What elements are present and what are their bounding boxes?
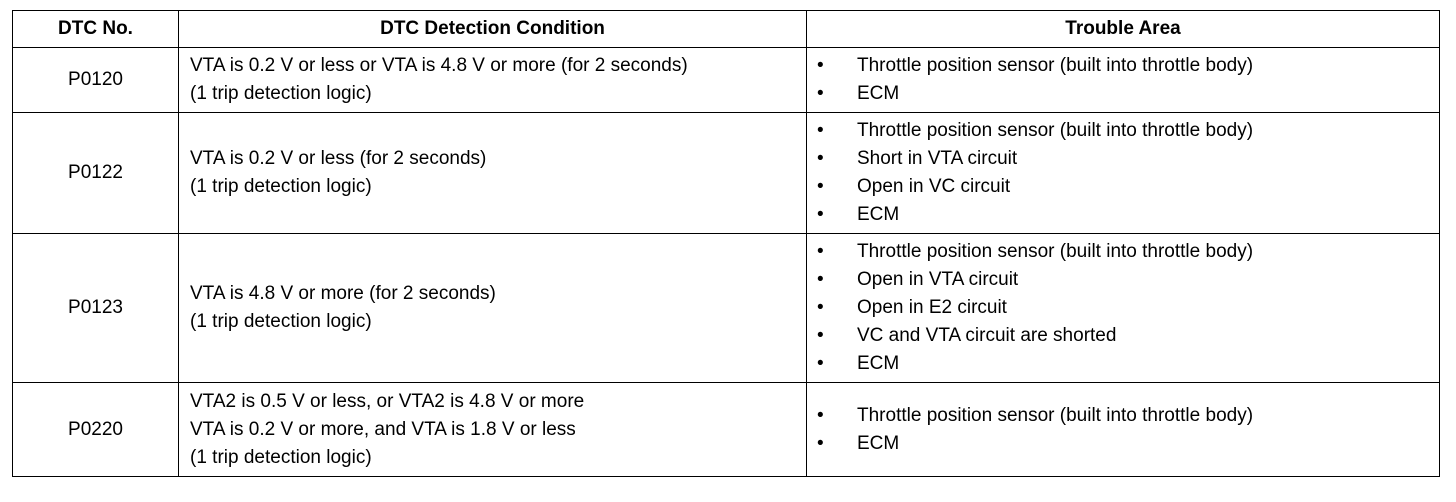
- dtc-code: P0220: [13, 383, 179, 477]
- table-row: [13, 234, 1440, 383]
- list-item: [817, 402, 1439, 430]
- bullet-icon: •: [817, 297, 824, 318]
- table-row: [13, 48, 1440, 113]
- trouble-area-text: ECM: [857, 204, 900, 225]
- dtc-code: P0123: [13, 234, 179, 383]
- list-item: [817, 266, 1439, 294]
- condition-line: VTA is 0.2 V or less or VTA is 4.8 V or more (for 2 seconds): [190, 55, 688, 76]
- trouble-area-text: Throttle position sensor (built into throttle body): [857, 55, 1254, 76]
- list-item: [817, 322, 1439, 350]
- trouble-area-list: [817, 402, 1439, 458]
- detection-condition: [179, 113, 807, 234]
- list-item: [817, 294, 1439, 322]
- detection-condition: [179, 383, 807, 477]
- bullet-icon: •: [817, 353, 824, 374]
- condition-line: (1 trip detection logic): [190, 83, 372, 104]
- condition-line: VTA is 0.2 V or more, and VTA is 1.8 V or less: [190, 418, 576, 440]
- trouble-area-text: Short in VTA circuit: [857, 148, 1018, 169]
- trouble-area: [807, 234, 1440, 383]
- list-item: [817, 145, 1439, 173]
- bullet-icon: •: [817, 241, 824, 262]
- trouble-area-text: ECM: [857, 432, 900, 454]
- trouble-area-text: VC and VTA circuit are shorted: [857, 325, 1117, 346]
- bullet-icon: •: [817, 83, 824, 104]
- bullet-icon: •: [817, 148, 824, 169]
- list-item: [817, 52, 1439, 80]
- bullet-icon: •: [817, 404, 824, 426]
- bullet-icon: •: [817, 204, 824, 225]
- bullet-icon: •: [817, 120, 824, 141]
- dtc-table: [12, 10, 1440, 477]
- header-row: [13, 11, 1440, 48]
- trouble-area: [807, 48, 1440, 113]
- condition-line: VTA2 is 0.5 V or less, or VTA2 is 4.8 V or more: [190, 390, 585, 412]
- bullet-icon: •: [817, 325, 824, 346]
- trouble-area-list: [817, 52, 1439, 108]
- trouble-area-text: Throttle position sensor (built into throttle body): [857, 404, 1254, 426]
- table-row: [13, 383, 1440, 477]
- trouble-area-text: Throttle position sensor (built into throttle body): [857, 120, 1254, 141]
- trouble-area-text: Open in VTA circuit: [857, 269, 1019, 290]
- condition-line: (1 trip detection logic): [190, 446, 372, 468]
- list-item: [817, 173, 1439, 201]
- trouble-area-text: Throttle position sensor (built into throttle body): [857, 241, 1254, 262]
- condition-line: (1 trip detection logic): [190, 311, 372, 332]
- condition-line: (1 trip detection logic): [190, 176, 372, 197]
- header-trouble-area: Trouble Area: [807, 11, 1440, 48]
- bullet-icon: •: [817, 432, 824, 454]
- list-item: [817, 117, 1439, 145]
- condition-line: VTA is 4.8 V or more (for 2 seconds): [190, 283, 496, 304]
- trouble-area-text: ECM: [857, 83, 900, 104]
- table-row: [13, 113, 1440, 234]
- trouble-area-list: [817, 117, 1439, 229]
- dtc-code: P0122: [13, 113, 179, 234]
- header-dtc-no: DTC No.: [13, 11, 179, 48]
- trouble-area-text: Open in VC circuit: [857, 176, 1011, 197]
- trouble-area-list: [817, 238, 1439, 378]
- header-detection-condition: DTC Detection Condition: [179, 11, 807, 48]
- trouble-area-text: Open in E2 circuit: [857, 297, 1007, 318]
- list-item: [817, 430, 1439, 458]
- list-item: [817, 80, 1439, 108]
- bullet-icon: •: [817, 269, 824, 290]
- detection-condition: [179, 234, 807, 383]
- list-item: [817, 350, 1439, 378]
- list-item: [817, 201, 1439, 229]
- trouble-area-text: ECM: [857, 353, 900, 374]
- bullet-icon: •: [817, 176, 824, 197]
- trouble-area: [807, 113, 1440, 234]
- condition-line: VTA is 0.2 V or less (for 2 seconds): [190, 148, 487, 169]
- detection-condition: [179, 48, 807, 113]
- list-item: [817, 238, 1439, 266]
- trouble-area: [807, 383, 1440, 477]
- dtc-code: P0120: [13, 48, 179, 113]
- bullet-icon: •: [817, 55, 824, 76]
